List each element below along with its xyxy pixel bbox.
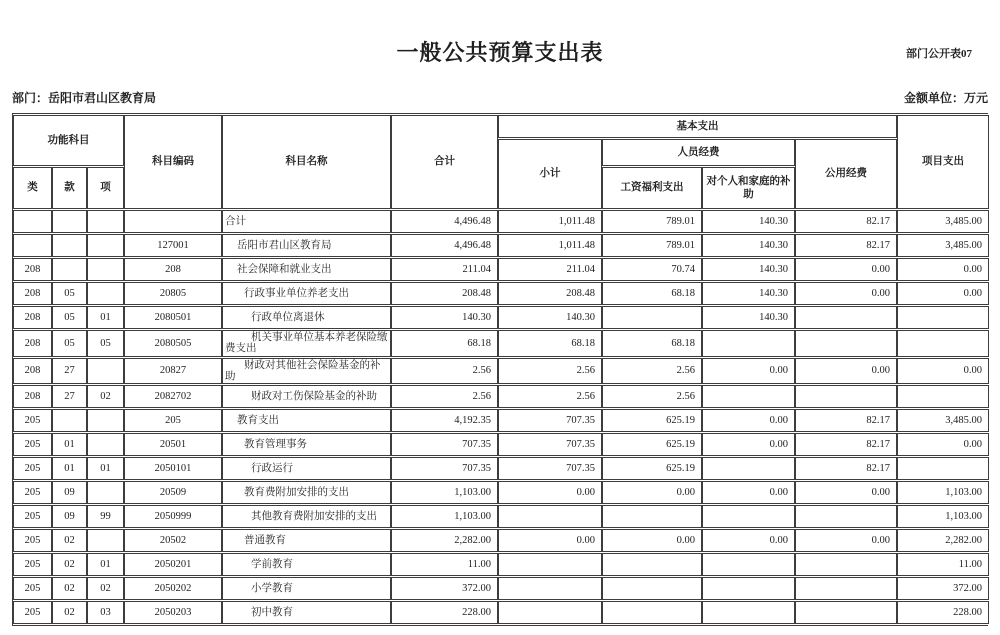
cell-project — [897, 306, 989, 329]
cell-class: 205 — [13, 433, 52, 456]
cell-name: 教育支出 — [222, 409, 391, 432]
cell-class: 208 — [13, 385, 52, 408]
cell-total: 4,496.48 — [391, 234, 498, 257]
cell-project: 3,485.00 — [897, 210, 989, 233]
budget-table-container — [12, 113, 988, 626]
cell-subtotal: 707.35 — [498, 433, 602, 456]
cell-item — [87, 210, 124, 233]
cell-public-funds — [795, 505, 897, 528]
cell-section: 02 — [52, 529, 87, 552]
cell-item: 99 — [87, 505, 124, 528]
cell-class: 208 — [13, 330, 52, 357]
header-item: 项 — [87, 167, 124, 209]
cell-item: 03 — [87, 601, 124, 624]
cell-family-subsidy: 140.30 — [702, 258, 795, 281]
cell-total: 228.00 — [391, 601, 498, 624]
cell-project — [897, 385, 989, 408]
cell-total: 1,103.00 — [391, 481, 498, 504]
cell-class: 205 — [13, 529, 52, 552]
cell-project: 0.00 — [897, 258, 989, 281]
cell-subtotal: 2.56 — [498, 385, 602, 408]
header-subtotal: 小计 — [498, 139, 602, 209]
cell-item — [87, 481, 124, 504]
cell-code: 20805 — [124, 282, 222, 305]
cell-family-subsidy: 0.00 — [702, 481, 795, 504]
cell-public-funds: 0.00 — [795, 258, 897, 281]
header-basic-expenditure: 基本支出 — [498, 115, 897, 138]
cell-class: 205 — [13, 505, 52, 528]
cell-name: 财政对工伤保险基金的补助 — [222, 385, 391, 408]
cell-name: 合计 — [222, 210, 391, 233]
cell-item — [87, 409, 124, 432]
cell-family-subsidy: 0.00 — [702, 433, 795, 456]
table-row — [13, 457, 989, 480]
cell-item — [87, 258, 124, 281]
cell-code: 2050999 — [124, 505, 222, 528]
cell-subtotal: 2.56 — [498, 358, 602, 385]
cell-item — [87, 358, 124, 385]
cell-total: 211.04 — [391, 258, 498, 281]
cell-name: 行政运行 — [222, 457, 391, 480]
cell-subtotal — [498, 577, 602, 600]
cell-subtotal — [498, 601, 602, 624]
cell-section: 02 — [52, 601, 87, 624]
cell-class: 208 — [13, 306, 52, 329]
header-subject-name: 科目名称 — [222, 115, 391, 209]
header-subject-code: 科目编码 — [124, 115, 222, 209]
cell-name: 初中教育 — [222, 601, 391, 624]
page-title: 一般公共预算支出表 — [396, 40, 604, 65]
header-class: 类 — [13, 167, 52, 209]
cell-wage-welfare: 68.18 — [602, 282, 702, 305]
cell-project: 0.00 — [897, 358, 989, 385]
cell-wage-welfare: 70.74 — [602, 258, 702, 281]
cell-code: 20501 — [124, 433, 222, 456]
cell-wage-welfare: 0.00 — [602, 529, 702, 552]
cell-section: 01 — [52, 457, 87, 480]
cell-public-funds: 82.17 — [795, 457, 897, 480]
cell-code: 20502 — [124, 529, 222, 552]
cell-subtotal: 68.18 — [498, 330, 602, 357]
cell-family-subsidy — [702, 505, 795, 528]
cell-item: 05 — [87, 330, 124, 357]
cell-wage-welfare: 2.56 — [602, 385, 702, 408]
cell-wage-welfare — [602, 601, 702, 624]
cell-item: 02 — [87, 577, 124, 600]
cell-item: 02 — [87, 385, 124, 408]
cell-subtotal: 208.48 — [498, 282, 602, 305]
cell-public-funds — [795, 601, 897, 624]
cell-subtotal: 0.00 — [498, 529, 602, 552]
cell-wage-welfare: 625.19 — [602, 457, 702, 480]
cell-wage-welfare — [602, 577, 702, 600]
cell-family-subsidy — [702, 601, 795, 624]
cell-section — [52, 210, 87, 233]
cell-subtotal: 140.30 — [498, 306, 602, 329]
table-row — [13, 553, 989, 576]
table-row — [13, 258, 989, 281]
cell-section: 05 — [52, 306, 87, 329]
cell-code: 2082702 — [124, 385, 222, 408]
cell-total: 707.35 — [391, 457, 498, 480]
table-row — [13, 601, 989, 624]
header-project-expenditure: 项目支出 — [897, 115, 989, 209]
cell-wage-welfare: 2.56 — [602, 358, 702, 385]
cell-item — [87, 529, 124, 552]
cell-public-funds: 0.00 — [795, 529, 897, 552]
cell-subtotal: 1,011.48 — [498, 210, 602, 233]
cell-subtotal — [498, 553, 602, 576]
cell-name: 社会保障和就业支出 — [222, 258, 391, 281]
cell-wage-welfare — [602, 306, 702, 329]
table-row — [13, 481, 989, 504]
cell-code: 2080501 — [124, 306, 222, 329]
cell-name: 岳阳市君山区教育局 — [222, 234, 391, 257]
cell-item — [87, 282, 124, 305]
cell-code: 205 — [124, 409, 222, 432]
header-wage-welfare: 工资福利支出 — [602, 167, 702, 209]
cell-subtotal: 1,011.48 — [498, 234, 602, 257]
cell-item: 01 — [87, 306, 124, 329]
cell-total: 4,192.35 — [391, 409, 498, 432]
cell-project: 0.00 — [897, 282, 989, 305]
cell-public-funds — [795, 306, 897, 329]
header-public-funds: 公用经费 — [795, 139, 897, 209]
cell-class: 205 — [13, 409, 52, 432]
cell-section: 02 — [52, 553, 87, 576]
cell-section: 05 — [52, 282, 87, 305]
cell-code: 2050203 — [124, 601, 222, 624]
cell-class: 205 — [13, 577, 52, 600]
table-row — [13, 433, 989, 456]
cell-section: 05 — [52, 330, 87, 357]
cell-public-funds: 0.00 — [795, 481, 897, 504]
cell-item — [87, 433, 124, 456]
cell-wage-welfare: 68.18 — [602, 330, 702, 357]
cell-class: 208 — [13, 258, 52, 281]
cell-name: 行政单位离退休 — [222, 306, 391, 329]
cell-project: 11.00 — [897, 553, 989, 576]
table-row — [13, 409, 989, 432]
cell-wage-welfare — [602, 553, 702, 576]
cell-section — [52, 258, 87, 281]
table-row — [13, 234, 989, 257]
cell-project: 0.00 — [897, 433, 989, 456]
cell-project: 372.00 — [897, 577, 989, 600]
form-number-label: 部门公开表07 — [906, 48, 972, 60]
cell-code — [124, 210, 222, 233]
cell-section: 02 — [52, 577, 87, 600]
cell-family-subsidy: 140.30 — [702, 234, 795, 257]
cell-total: 707.35 — [391, 433, 498, 456]
cell-public-funds: 0.00 — [795, 358, 897, 385]
cell-code: 2050202 — [124, 577, 222, 600]
cell-wage-welfare: 789.01 — [602, 234, 702, 257]
cell-public-funds: 82.17 — [795, 210, 897, 233]
cell-section: 27 — [52, 385, 87, 408]
cell-total: 2.56 — [391, 358, 498, 385]
cell-public-funds — [795, 330, 897, 357]
table-row — [13, 505, 989, 528]
cell-name: 财政对其他社会保险基金的补助 — [222, 358, 391, 385]
cell-name: 其他教育费附加安排的支出 — [222, 505, 391, 528]
cell-subtotal: 707.35 — [498, 409, 602, 432]
cell-public-funds: 82.17 — [795, 234, 897, 257]
table-header — [13, 115, 989, 209]
department-label: 部门：岳阳市君山区教育局 — [12, 91, 157, 105]
unit-label: 金额单位：万元 — [903, 91, 988, 105]
cell-project: 228.00 — [897, 601, 989, 624]
cell-family-subsidy: 140.30 — [702, 282, 795, 305]
cell-subtotal: 211.04 — [498, 258, 602, 281]
cell-section: 09 — [52, 505, 87, 528]
cell-code: 127001 — [124, 234, 222, 257]
cell-family-subsidy: 140.30 — [702, 210, 795, 233]
cell-subtotal: 0.00 — [498, 481, 602, 504]
cell-name: 教育管理事务 — [222, 433, 391, 456]
table-row — [13, 210, 989, 233]
header-personnel-funds: 人员经费 — [602, 139, 795, 166]
meta-row — [12, 89, 988, 106]
budget-table — [13, 114, 989, 625]
cell-class: 205 — [13, 601, 52, 624]
cell-class: 205 — [13, 553, 52, 576]
cell-public-funds: 82.17 — [795, 409, 897, 432]
cell-project: 3,485.00 — [897, 409, 989, 432]
cell-project: 2,282.00 — [897, 529, 989, 552]
cell-wage-welfare: 625.19 — [602, 433, 702, 456]
table-row — [13, 577, 989, 600]
cell-section: 01 — [52, 433, 87, 456]
cell-public-funds — [795, 577, 897, 600]
cell-family-subsidy — [702, 330, 795, 357]
table-row — [13, 282, 989, 305]
cell-total: 208.48 — [391, 282, 498, 305]
cell-name: 教育费附加安排的支出 — [222, 481, 391, 504]
cell-project — [897, 457, 989, 480]
cell-public-funds — [795, 553, 897, 576]
cell-code: 2050201 — [124, 553, 222, 576]
table-row — [13, 529, 989, 552]
cell-section — [52, 234, 87, 257]
cell-item: 01 — [87, 457, 124, 480]
cell-family-subsidy — [702, 553, 795, 576]
cell-wage-welfare: 625.19 — [602, 409, 702, 432]
table-body — [13, 210, 989, 624]
cell-total: 4,496.48 — [391, 210, 498, 233]
cell-wage-welfare — [602, 505, 702, 528]
cell-project: 1,103.00 — [897, 481, 989, 504]
cell-item — [87, 234, 124, 257]
header-section: 款 — [52, 167, 87, 209]
header-family-subsidy: 对个人和家庭的补助 — [702, 167, 795, 209]
cell-class — [13, 234, 52, 257]
cell-public-funds: 82.17 — [795, 433, 897, 456]
cell-family-subsidy — [702, 385, 795, 408]
cell-total: 140.30 — [391, 306, 498, 329]
cell-total: 372.00 — [391, 577, 498, 600]
cell-code: 20509 — [124, 481, 222, 504]
cell-subtotal — [498, 505, 602, 528]
cell-family-subsidy: 0.00 — [702, 409, 795, 432]
cell-public-funds — [795, 385, 897, 408]
cell-item: 01 — [87, 553, 124, 576]
cell-family-subsidy — [702, 577, 795, 600]
cell-name: 机关事业单位基本养老保险缴费支出 — [222, 330, 391, 357]
cell-project: 3,485.00 — [897, 234, 989, 257]
cell-project — [897, 330, 989, 357]
table-row — [13, 385, 989, 408]
cell-subtotal: 707.35 — [498, 457, 602, 480]
cell-name: 行政事业单位养老支出 — [222, 282, 391, 305]
cell-class — [13, 210, 52, 233]
cell-class: 205 — [13, 457, 52, 480]
cell-code: 2080505 — [124, 330, 222, 357]
cell-family-subsidy: 0.00 — [702, 529, 795, 552]
cell-family-subsidy: 140.30 — [702, 306, 795, 329]
cell-section — [52, 409, 87, 432]
table-row — [13, 358, 989, 385]
cell-section: 09 — [52, 481, 87, 504]
cell-total: 1,103.00 — [391, 505, 498, 528]
cell-code: 208 — [124, 258, 222, 281]
header-functional-subject: 功能科目 — [13, 115, 124, 166]
table-row — [13, 306, 989, 329]
cell-name: 学前教育 — [222, 553, 391, 576]
cell-class: 208 — [13, 358, 52, 385]
cell-name: 小学教育 — [222, 577, 391, 600]
cell-total: 68.18 — [391, 330, 498, 357]
cell-class: 208 — [13, 282, 52, 305]
cell-public-funds: 0.00 — [795, 282, 897, 305]
cell-wage-welfare: 789.01 — [602, 210, 702, 233]
cell-project: 1,103.00 — [897, 505, 989, 528]
header-total: 合计 — [391, 115, 498, 209]
cell-class: 205 — [13, 481, 52, 504]
cell-family-subsidy — [702, 457, 795, 480]
cell-family-subsidy: 0.00 — [702, 358, 795, 385]
cell-total: 11.00 — [391, 553, 498, 576]
cell-code: 20827 — [124, 358, 222, 385]
cell-total: 2.56 — [391, 385, 498, 408]
cell-code: 2050101 — [124, 457, 222, 480]
cell-name: 普通教育 — [222, 529, 391, 552]
table-row — [13, 330, 989, 357]
cell-section: 27 — [52, 358, 87, 385]
cell-wage-welfare: 0.00 — [602, 481, 702, 504]
cell-total: 2,282.00 — [391, 529, 498, 552]
